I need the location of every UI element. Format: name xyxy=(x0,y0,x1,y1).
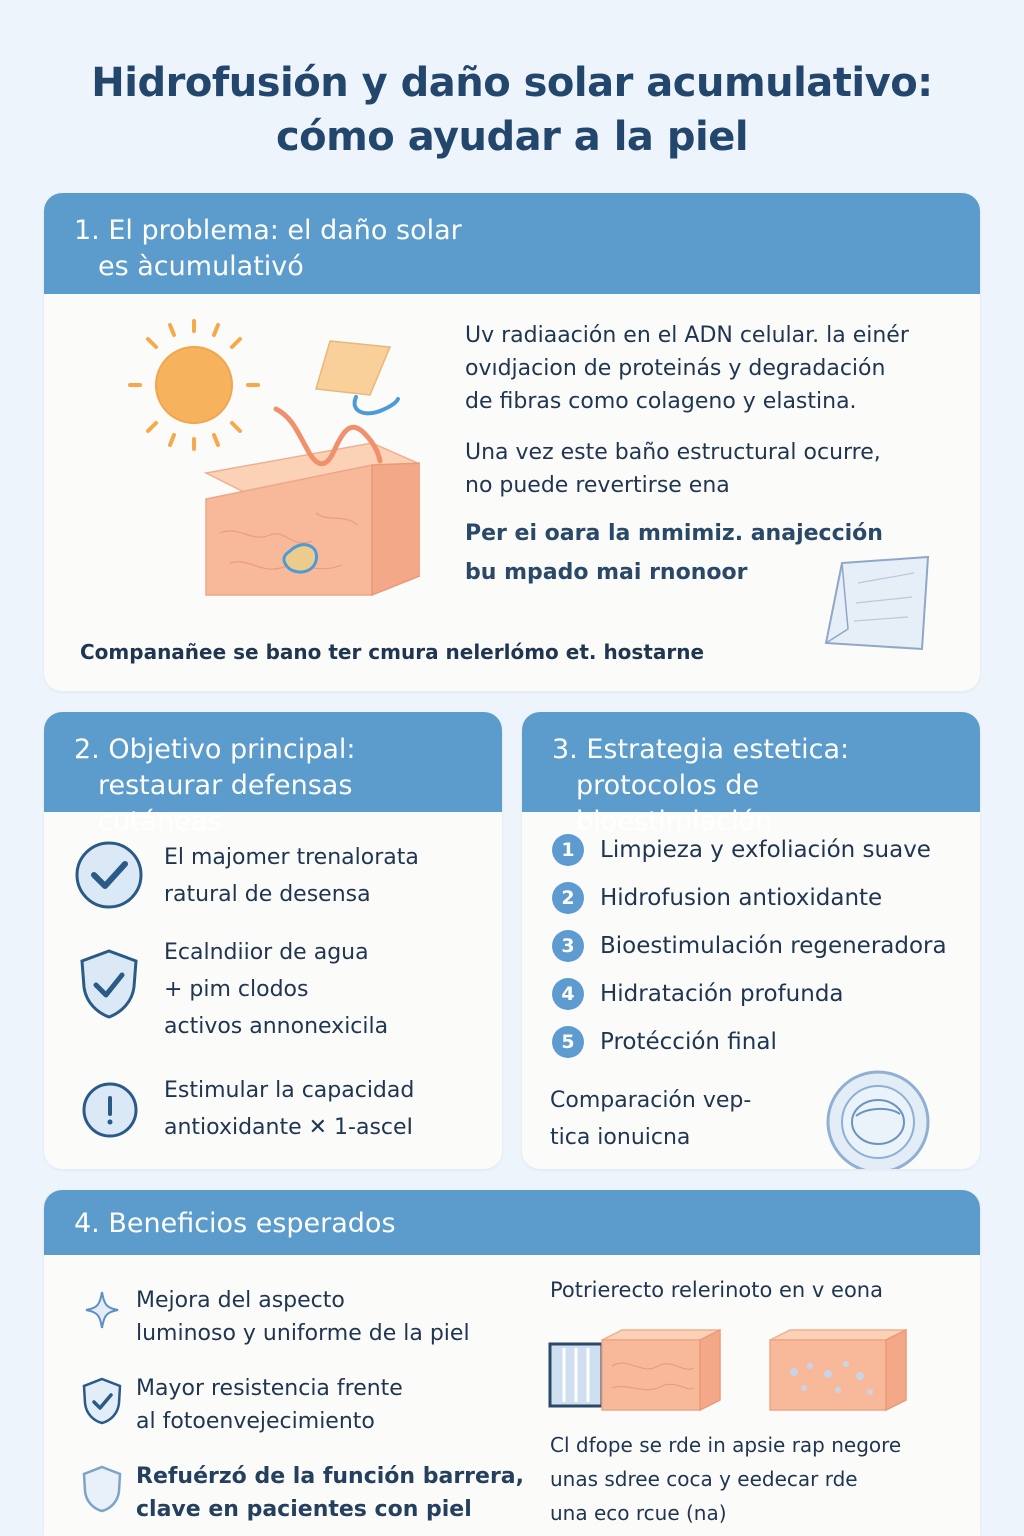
text-line: Mayor resistencia frente xyxy=(136,1376,403,1401)
magnifier-lens-icon xyxy=(818,1068,938,1169)
text-line: Uv radiaación en el ADN celular. la einér xyxy=(465,323,909,348)
benefit-item-3 xyxy=(136,1460,524,1526)
protocol-step-1 xyxy=(552,834,931,866)
text-line: El majomer trenalorata xyxy=(164,845,419,870)
sparkle-icon xyxy=(84,1290,120,1330)
section-3-card xyxy=(522,712,980,1169)
section-1-paragraph-2 xyxy=(465,436,955,502)
title-line-2: cómo ayudar a la piel xyxy=(275,114,749,160)
text-line: unas sdree coca y eedecar rde xyxy=(550,1467,858,1491)
section-3-comparison-text xyxy=(550,1082,751,1156)
objective-item-2 xyxy=(164,934,388,1045)
section-2-card xyxy=(44,712,502,1169)
benefit-item-1 xyxy=(136,1284,470,1350)
comparison-description xyxy=(550,1428,901,1530)
section-3-header xyxy=(522,712,980,837)
text-line: tica ionuicna xyxy=(550,1125,691,1150)
section-3-heading-line-1: 3. Estrategia estetica: xyxy=(552,734,850,765)
skin-block-icon xyxy=(206,443,420,595)
text-line: una eco rcue (na) xyxy=(550,1501,727,1525)
step-label: Hidrofusion antioxidante xyxy=(600,885,883,911)
text-line: ratural de desensa xyxy=(164,882,371,907)
text-line: Una vez este baño estructural ocurre, xyxy=(465,440,881,465)
section-2-heading-line-1: 2. Objetivo principal: xyxy=(74,734,356,765)
benefit-item-2 xyxy=(136,1372,403,1438)
section-1-paragraph-1 xyxy=(465,319,955,418)
objective-item-1 xyxy=(164,839,419,913)
text-line: de fibras como colageno y elastina. xyxy=(465,389,857,414)
sun-icon xyxy=(130,321,258,449)
text-line: Per ei oara la mmimiz. anajección xyxy=(465,521,883,546)
skin-block-after-icon xyxy=(770,1330,906,1410)
protocol-step-4 xyxy=(552,978,844,1010)
step-number-badge: 4 xyxy=(552,978,584,1010)
text-line: luminoso y uniforme de la piel xyxy=(136,1321,470,1346)
section-4-header xyxy=(44,1190,980,1255)
skin-block-before-icon xyxy=(602,1330,720,1410)
applicator-icon xyxy=(550,1344,602,1406)
section-4-heading: 4. Beneficios esperados xyxy=(74,1208,396,1239)
section-1-heading-line-1: 1. El problema: el daño solar xyxy=(74,215,462,246)
step-number-badge: 5 xyxy=(552,1026,584,1058)
step-number-badge: 1 xyxy=(552,834,584,866)
step-label: Protécción final xyxy=(600,1029,777,1055)
text-line: Ecalndiior de agua xyxy=(164,940,369,965)
text-line: Estimular la capacidad xyxy=(164,1078,415,1103)
title-line-1: Hidrofusión y daño solar acumulativo: xyxy=(91,60,933,106)
protocol-step-5 xyxy=(552,1026,777,1058)
text-line: + pim clodos xyxy=(164,977,309,1002)
check-circle-icon xyxy=(74,840,144,910)
tissue-sheet-icon xyxy=(818,553,938,663)
text-line: no puede revertirse ena xyxy=(465,473,730,498)
text-line: activos annonexicila xyxy=(164,1014,389,1039)
section-1-card xyxy=(44,193,980,691)
sun-skin-illustration xyxy=(80,313,420,613)
shield-check-icon xyxy=(76,947,142,1021)
step-label: Limpieza y exfoliación suave xyxy=(600,837,931,863)
exclamation-circle-icon xyxy=(80,1080,140,1140)
protocol-step-3 xyxy=(552,930,947,962)
step-number-badge: 2 xyxy=(552,882,584,914)
comparison-title: Potrierecto relerinoto en v eona xyxy=(550,1278,883,1302)
section-1-heading-line-2: es àcumulativó xyxy=(98,251,304,282)
section-2-heading-line-2: restaurar defensas cutáneas xyxy=(98,770,353,837)
text-line: clave en pacientes con piel xyxy=(136,1497,472,1522)
objective-item-3 xyxy=(164,1072,414,1146)
step-label: Bioestimulación regeneradora xyxy=(600,933,947,959)
text-line: Mejora del aspecto xyxy=(136,1288,345,1313)
text-line: ovıdjacion de proteinás y degradación xyxy=(465,356,886,381)
section-3-heading-line-2: protocolos de bioestimlación xyxy=(576,770,773,837)
page-title xyxy=(0,56,1024,164)
shield-check-icon xyxy=(80,1376,124,1426)
text-line: antioxidante ✕ 1-asceI xyxy=(164,1115,414,1140)
text-line: Comparación vep- xyxy=(550,1088,752,1113)
step-number-badge: 3 xyxy=(552,930,584,962)
protocol-step-2 xyxy=(552,882,882,914)
section-1-footer-text: Companañee se bano ter cmura nelerlómo et. hostarne xyxy=(80,640,705,664)
text-line: al fotoenvejecimiento xyxy=(136,1409,375,1434)
step-label: Hidratación profunda xyxy=(600,981,844,1007)
lotion-packet-icon xyxy=(316,341,398,413)
skin-comparison-illustration xyxy=(548,1326,918,1422)
section-1-header xyxy=(44,193,980,294)
text-line: bu mpado mai rnonoor xyxy=(465,560,748,585)
shield-icon xyxy=(80,1464,124,1514)
section-2-header xyxy=(44,712,502,837)
text-line: Cl dfope se rde in apsie rap negore xyxy=(550,1433,902,1457)
text-line: Refuérzó de la función barrera, xyxy=(136,1464,524,1489)
section-4-card xyxy=(44,1190,980,1536)
